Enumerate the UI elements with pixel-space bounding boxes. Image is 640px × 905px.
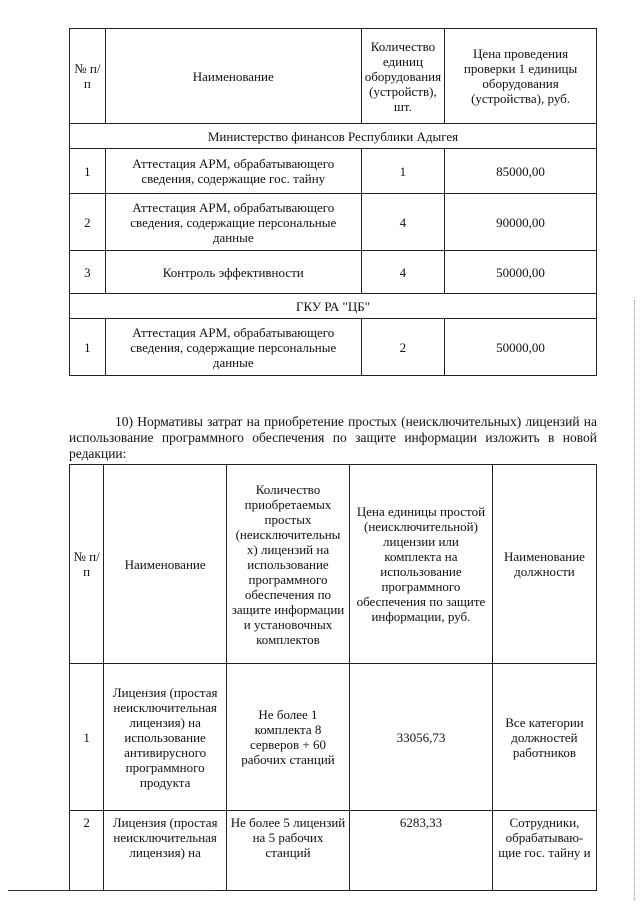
cell-qty: Не более 1 комплекта 8 серверов + 60 рабочих станций — [227, 664, 350, 811]
cell-name: Аттестация АРМ, обрабатывающего сведения, содержащие гос. тайну — [105, 149, 361, 194]
table-row — [70, 811, 597, 891]
cell-num: 1 — [70, 319, 106, 376]
cell-position: Сотрудники, обрабатываю- щие гос. тайну и — [492, 811, 596, 891]
table-header-row — [70, 465, 597, 664]
header-num: № п/п — [70, 465, 104, 664]
section-title: ГКУ РА "ЦБ" — [70, 294, 597, 319]
table-header-row — [70, 29, 597, 124]
cell-qty: 4 — [361, 194, 444, 251]
header-price: Цена единицы простой (неисключительной) лицензии или комплекта на использование программного обеспечения по защите информации, руб. — [349, 465, 492, 664]
equipment-inspection-table — [69, 28, 597, 376]
cell-price: 85000,00 — [445, 149, 597, 194]
header-position: Наименование должности — [492, 465, 596, 664]
header-qty: Количество приобретаемых простых (неисключительны х) лицензий на использование программного обеспечения по защите информации и установочных комплектов — [227, 465, 350, 664]
cell-name: Аттестация АРМ, обрабатывающего сведения, содержащие персональные данные — [105, 319, 361, 376]
cell-price: 33056,73 — [349, 664, 492, 811]
section-row — [70, 124, 597, 149]
paragraph-10: 10) Нормативы затрат на приобретение простых (неисключительных) лицензий на использование программного обеспечения по защите информации изложить в новой редакции: — [69, 413, 597, 461]
cell-num: 1 — [70, 664, 104, 811]
cell-price: 6283,33 — [349, 811, 492, 891]
cell-qty: 4 — [361, 251, 444, 294]
cell-num: 1 — [70, 149, 106, 194]
header-num: № п/п — [70, 29, 106, 124]
header-qty: Количество единиц оборудования (устройств), шт. — [361, 29, 444, 124]
scan-edge-marks — [634, 300, 638, 900]
table-row — [70, 251, 597, 294]
cell-name: Аттестация АРМ, обрабатывающего сведения, содержащие персональные данные — [105, 194, 361, 251]
header-price: Цена проведения проверки 1 единицы оборудования (устройства), руб. — [445, 29, 597, 124]
cell-num: 2 — [70, 194, 106, 251]
cell-qty: 1 — [361, 149, 444, 194]
table-row — [70, 664, 597, 811]
cell-name: Лицензия (простая неисключительная лицензия) на — [104, 811, 227, 891]
cell-price: 50000,00 — [445, 251, 597, 294]
license-table — [69, 464, 597, 891]
cell-num: 3 — [70, 251, 106, 294]
cell-position: Все категории должностей работников — [492, 664, 596, 811]
cell-name: Контроль эффективности — [105, 251, 361, 294]
cell-qty: Не более 5 лицензий на 5 рабочих станций — [227, 811, 350, 891]
cell-qty: 2 — [361, 319, 444, 376]
section-title: Министерство финансов Республики Адыгея — [70, 124, 597, 149]
table-row — [70, 194, 597, 251]
header-name: Наименование — [105, 29, 361, 124]
cell-price: 90000,00 — [445, 194, 597, 251]
cell-name: Лицензия (простая неисключительная лицензия) на использование антивирусного программного продукта — [104, 664, 227, 811]
table-row — [70, 319, 597, 376]
cell-num: 2 — [70, 811, 104, 891]
table-row — [70, 149, 597, 194]
footnote-divider — [8, 890, 212, 891]
header-name: Наименование — [104, 465, 227, 664]
section-row — [70, 294, 597, 319]
cell-price: 50000,00 — [445, 319, 597, 376]
